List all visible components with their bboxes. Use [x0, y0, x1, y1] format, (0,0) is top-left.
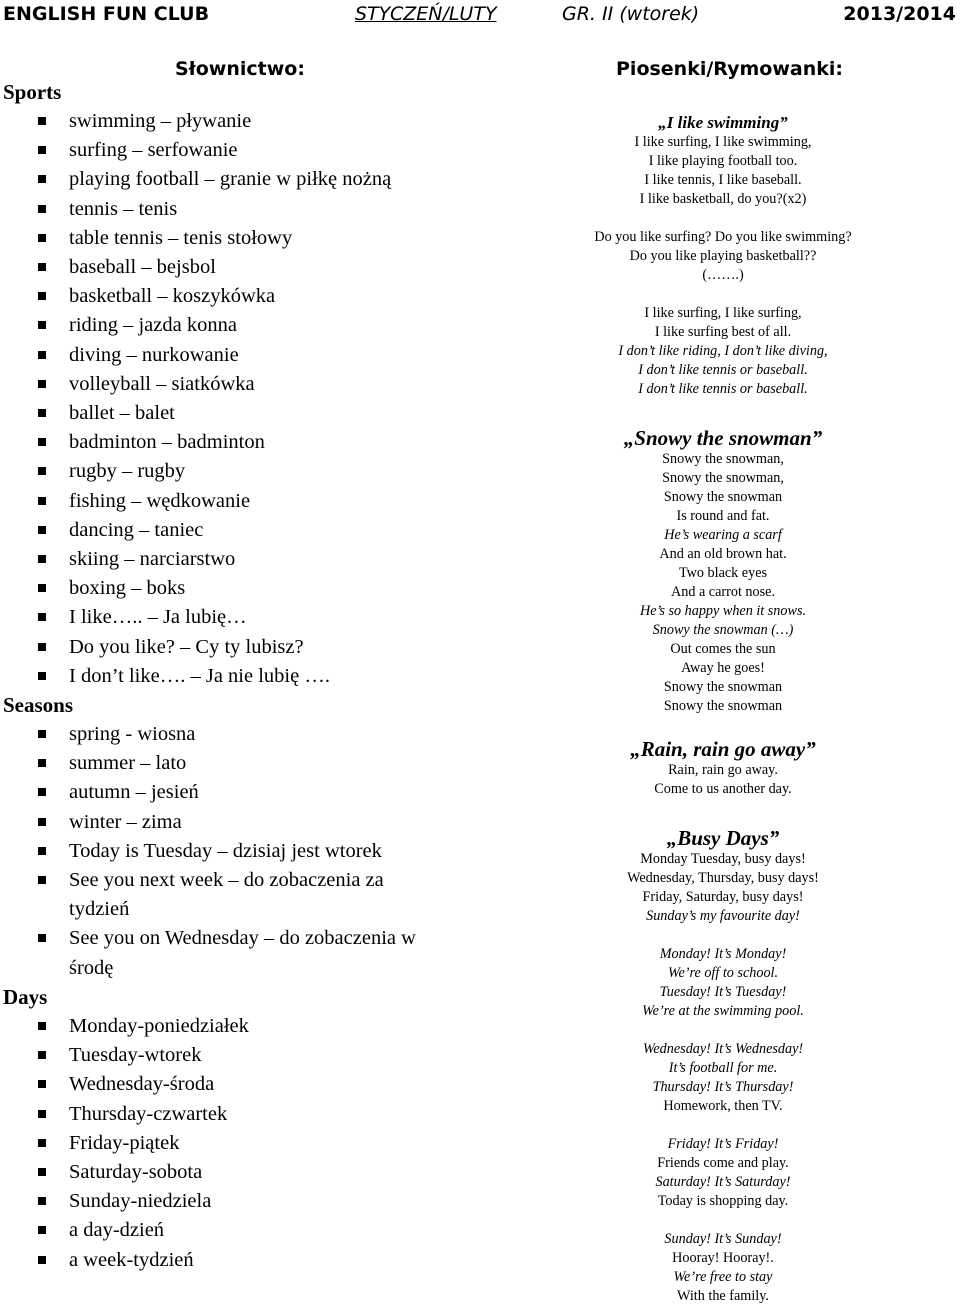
- vocab-item: [0, 428, 470, 457]
- vocab-text: diving – nurkowanie: [69, 343, 239, 366]
- vocab-item: [0, 924, 470, 953]
- song-line: Monday! It’s Monday!: [659, 946, 787, 962]
- document-header: [0, 0, 960, 30]
- vocab-text: Wednesday-środa: [69, 1073, 215, 1096]
- vocab-item: [0, 954, 470, 983]
- vocab-item: [0, 136, 470, 165]
- song-line: I like playing football too.: [648, 153, 798, 169]
- song-line: Snowy the snowman: [663, 679, 783, 695]
- vocab-text: Sunday-niedziela: [69, 1190, 212, 1213]
- vocab-text: Saturday-sobota: [69, 1160, 203, 1183]
- song-line: Friday! It’s Friday!: [667, 1136, 779, 1152]
- seasons-heading: Seasons: [3, 693, 74, 718]
- song-line: I like tennis, I like baseball.: [644, 172, 802, 188]
- bullet-icon: [38, 555, 46, 563]
- bullet-icon: [38, 730, 46, 738]
- song-line: I like surfing, I like surfing,: [644, 305, 802, 321]
- vocab-text: fishing – wędkowanie: [69, 489, 251, 512]
- bullet-icon: [38, 497, 46, 505]
- vocab-text: a day-dzień: [69, 1219, 165, 1242]
- vocab-text: See you on Wednesday – do zobaczenia w: [69, 927, 416, 950]
- bullet-icon: [38, 1256, 46, 1264]
- club-name: ENGLISH FUN CLUB: [3, 3, 210, 25]
- bullet-icon: [38, 643, 46, 651]
- vocab-text: Tuesday-wtorek: [69, 1044, 202, 1067]
- bullet-icon: [38, 234, 46, 242]
- vocab-text: tydzień: [69, 898, 130, 921]
- vocab-item: [0, 545, 470, 574]
- bullet-icon: [38, 1110, 46, 1118]
- vocab-text: dancing – taniec: [69, 518, 204, 541]
- vocab-item: [0, 1041, 470, 1070]
- song-line: Wednesday, Thursday, busy days!: [627, 870, 819, 886]
- song-line: And an old brown hat.: [659, 546, 787, 562]
- bullet-icon: [38, 292, 46, 300]
- vocab-text: boxing – boks: [69, 577, 186, 600]
- bullet-icon: [38, 438, 46, 446]
- bullet-icon: [38, 351, 46, 359]
- stanza-gap: [484, 1021, 960, 1040]
- vocab-text: tennis – tenis: [69, 197, 178, 220]
- group-label: GR. II (wtorek): [562, 3, 700, 25]
- vocab-text: ballet – balet: [69, 402, 175, 425]
- song-line: Away he goes!: [681, 660, 765, 676]
- vocab-item: [0, 1246, 470, 1275]
- vocab-item: [0, 662, 470, 691]
- song-line: I don’t like riding, I don’t like diving,: [618, 343, 828, 359]
- bullet-icon: [38, 759, 46, 767]
- vocab-item: [0, 778, 470, 807]
- song-line: Out comes the sun: [670, 641, 776, 657]
- bullet-icon: [38, 467, 46, 475]
- vocab-text: swimming – pływanie: [69, 110, 252, 132]
- seasons-list: [0, 720, 470, 983]
- vocab-item: [0, 282, 470, 311]
- vocab-item: [0, 749, 470, 778]
- vocab-text: playing football – granie w piłkę nożną: [69, 168, 392, 191]
- song-line: Thursday! It’s Thursday!: [652, 1079, 794, 1095]
- song-line: Sunday! It’s Sunday!: [664, 1231, 782, 1247]
- vocab-text: See you next week – do zobaczenia za: [69, 869, 384, 892]
- song-line: Tuesday! It’s Tuesday!: [659, 984, 787, 1000]
- song-snowy-the-snowman: [484, 426, 960, 716]
- song-title: „Busy Days”: [666, 826, 780, 850]
- song-line: Wednesday! It’s Wednesday!: [642, 1041, 804, 1057]
- song-line: We’re free to stay: [673, 1269, 773, 1285]
- songs-title: Piosenki/Rymowanki:: [616, 58, 843, 80]
- vocab-text: volleyball – siatkówka: [69, 372, 255, 395]
- sports-list: [0, 107, 470, 691]
- vocab-text: table tennis – tenis stołowy: [69, 226, 293, 249]
- vocab-text: badminton – badminton: [69, 431, 265, 454]
- days-heading: Days: [3, 984, 48, 1009]
- vocabulary-column: [0, 78, 470, 1275]
- vocab-text: skiing – narciarstwo: [69, 548, 236, 571]
- vocab-item: [0, 311, 470, 340]
- bullet-icon: [38, 526, 46, 534]
- bullet-icon: [38, 613, 46, 621]
- song-line: He’s so happy when it snows.: [639, 603, 807, 619]
- bullet-icon: [38, 205, 46, 213]
- bullet-icon: [38, 380, 46, 388]
- vocab-text: autumn – jesień: [69, 781, 199, 804]
- song-line: Saturday! It’s Saturday!: [655, 1174, 791, 1190]
- vocab-item: [0, 195, 470, 224]
- song-line: (…….): [702, 267, 744, 283]
- bullet-icon: [38, 321, 46, 329]
- vocab-item: [0, 399, 470, 428]
- vocab-item: [0, 1070, 470, 1099]
- vocab-text: spring - wiosna: [69, 723, 196, 746]
- vocab-text: I don’t like…. – Ja nie lubię ….: [69, 664, 330, 687]
- sports-heading: Sports: [3, 80, 62, 104]
- song-line: Friday, Saturday, busy days!: [642, 889, 804, 905]
- bullet-icon: [38, 1051, 46, 1059]
- bullet-icon: [38, 1168, 46, 1176]
- bullet-icon: [38, 409, 46, 417]
- vocab-item: [0, 808, 470, 837]
- song-line: And a carrot nose.: [670, 584, 775, 600]
- song-line: I like basketball, do you?(x2): [639, 191, 807, 207]
- vocab-text: rugby – rugby: [69, 460, 186, 483]
- vocab-item: [0, 1216, 470, 1245]
- song-line: Do you like surfing? Do you like swimming?: [594, 229, 852, 245]
- song-line: We’re off to school.: [667, 965, 779, 981]
- vocab-item: [0, 866, 470, 895]
- song-line: Homework, then TV.: [663, 1098, 783, 1114]
- vocab-text: środę: [69, 956, 114, 979]
- bullet-icon: [38, 146, 46, 154]
- song-line: Sunday’s my favourite day!: [646, 908, 800, 924]
- song-line: Hooray! Hooray!.: [672, 1250, 774, 1266]
- vocab-text: Thursday-czwartek: [69, 1102, 228, 1125]
- vocab-item: [0, 720, 470, 749]
- song-line: Snowy the snowman: [663, 698, 783, 714]
- song-line: Rain, rain go away.: [668, 762, 778, 778]
- bullet-icon: [38, 584, 46, 592]
- song-line: Snowy the snowman: [663, 489, 783, 505]
- song-line: With the family.: [677, 1288, 769, 1304]
- song-line: Is round and fat.: [676, 508, 770, 524]
- bullet-icon: [38, 672, 46, 680]
- stanza-gap: [484, 285, 960, 304]
- vocab-text: summer – lato: [69, 752, 187, 775]
- song-line: He’s wearing a scarf: [664, 527, 782, 543]
- vocab-item: [0, 107, 470, 136]
- stanza-gap: [484, 926, 960, 945]
- song-line: Snowy the snowman,: [662, 451, 784, 467]
- vocab-text: surfing – serfowanie: [69, 139, 238, 162]
- song-line: Do you like playing basketball??: [629, 248, 817, 264]
- song-line: Snowy the snowman,: [662, 470, 784, 486]
- vocab-text: Today is Tuesday – dzisiaj jest wtorek: [69, 839, 382, 862]
- song-line: Come to us another day.: [654, 781, 792, 797]
- bullet-icon: [38, 1080, 46, 1088]
- vocab-text: I like….. – Ja lubię…: [69, 606, 247, 629]
- vocab-item: [0, 633, 470, 662]
- vocab-item: [0, 1187, 470, 1216]
- vocab-text: winter – zima: [69, 810, 182, 833]
- song-title: „Rain, rain go away”: [630, 737, 816, 761]
- vocab-text: basketball – koszykówka: [69, 285, 276, 308]
- vocab-item: [0, 895, 470, 924]
- vocab-text: baseball – bejsbol: [69, 256, 216, 279]
- month-label: STYCZEŃ/LUTY: [355, 3, 497, 25]
- song-title: „I like swimming”: [658, 113, 788, 132]
- vocab-item: [0, 516, 470, 545]
- vocab-item: [0, 1158, 470, 1187]
- song-line: Friends come and play.: [657, 1155, 789, 1171]
- bullet-icon: [38, 818, 46, 826]
- vocab-item: [0, 603, 470, 632]
- song-i-like-swimming: [484, 113, 960, 399]
- bullet-icon: [38, 847, 46, 855]
- bullet-icon: [38, 876, 46, 884]
- song-line: Today is shopping day.: [657, 1193, 789, 1209]
- song-line: I don’t like tennis or baseball.: [638, 362, 808, 378]
- stanza-gap: [484, 1211, 960, 1230]
- bullet-icon: [38, 1197, 46, 1205]
- vocab-item: [0, 341, 470, 370]
- bullet-icon: [38, 175, 46, 183]
- vocab-item: [0, 253, 470, 282]
- bullet-icon: [38, 263, 46, 271]
- song-line: We’re at the swimming pool.: [642, 1003, 804, 1019]
- vocab-text: Monday-poniedziałek: [69, 1014, 249, 1037]
- bullet-icon: [38, 1022, 46, 1030]
- vocab-title: Słownictwo:: [175, 58, 305, 80]
- vocab-item: [0, 837, 470, 866]
- song-rain-rain-go-away: [484, 737, 960, 799]
- song-line: I don’t like tennis or baseball.: [638, 381, 808, 397]
- vocab-text: a week-tydzień: [69, 1248, 194, 1271]
- song-line: I like surfing best of all.: [654, 324, 792, 340]
- vocab-item: [0, 165, 470, 194]
- stanza-gap: [484, 1116, 960, 1135]
- song-line: Two black eyes: [678, 565, 768, 581]
- song-line: It’s football for me.: [668, 1060, 778, 1076]
- school-year: 2013/2014: [843, 3, 956, 25]
- vocab-item: [0, 370, 470, 399]
- song-busy-days: [484, 826, 960, 1306]
- bullet-icon: [38, 1139, 46, 1147]
- song-title: „Snowy the snowman”: [623, 426, 823, 450]
- vocab-item: [0, 487, 470, 516]
- vocab-item: [0, 1100, 470, 1129]
- days-list: [0, 1012, 470, 1275]
- vocab-item: [0, 457, 470, 486]
- vocab-item: [0, 224, 470, 253]
- stanza-gap: [484, 209, 960, 228]
- song-line: Monday Tuesday, busy days!: [640, 851, 806, 867]
- bullet-icon: [38, 788, 46, 796]
- bullet-icon: [38, 117, 46, 125]
- vocab-text: Do you like? – Cy ty lubisz?: [69, 635, 304, 658]
- vocab-item: [0, 1012, 470, 1041]
- song-line: I like surfing, I like swimming,: [634, 134, 812, 150]
- bullet-icon: [38, 1226, 46, 1234]
- vocab-text: riding – jazda konna: [69, 314, 237, 337]
- vocab-text: Friday-piątek: [69, 1131, 180, 1154]
- vocab-item: [0, 574, 470, 603]
- bullet-icon: [38, 934, 46, 942]
- vocab-item: [0, 1129, 470, 1158]
- song-line: Snowy the snowman (…): [652, 622, 794, 638]
